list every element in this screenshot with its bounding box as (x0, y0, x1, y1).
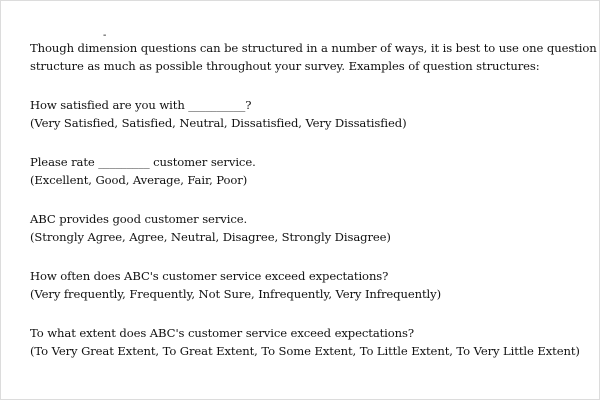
question-text: To what extent does ABC's customer service exceed expectations? (30, 326, 415, 340)
answer-options: (Very frequently, Frequently, Not Sure, Infrequently, Very Infrequently) (30, 287, 442, 301)
question-example-3 (30, 210, 590, 246)
question-example-1 (30, 96, 590, 132)
intro-line-2: structure as much as possible throughout your survey. Examples of question structures: (30, 59, 540, 73)
answer-options: (To Very Great Extent, To Great Extent, To Some Extent, To Little Extent, To Very Little Extent) (30, 344, 580, 358)
question-text: Please rate _________ customer service. (30, 155, 256, 169)
top-mark: - (103, 30, 107, 41)
answer-options: (Excellent, Good, Average, Fair, Poor) (30, 173, 248, 187)
question-example-5 (30, 324, 590, 360)
question-text: How often does ABC's customer service exceed expectations? (30, 269, 389, 283)
answer-options: (Strongly Agree, Agree, Neutral, Disagree, Strongly Disagree) (30, 230, 391, 244)
intro-paragraph (30, 39, 597, 75)
question-example-4 (30, 267, 590, 303)
question-text: How satisfied are you with __________? (30, 98, 252, 112)
answer-options: (Very Satisfied, Satisfied, Neutral, Dissatisfied, Very Dissatisfied) (30, 116, 407, 130)
question-example-2 (30, 153, 590, 189)
intro-line-1: Though dimension questions can be structured in a number of ways, it is best to use one question (30, 41, 597, 55)
document-body (30, 39, 597, 360)
question-text: ABC provides good customer service. (30, 212, 248, 226)
